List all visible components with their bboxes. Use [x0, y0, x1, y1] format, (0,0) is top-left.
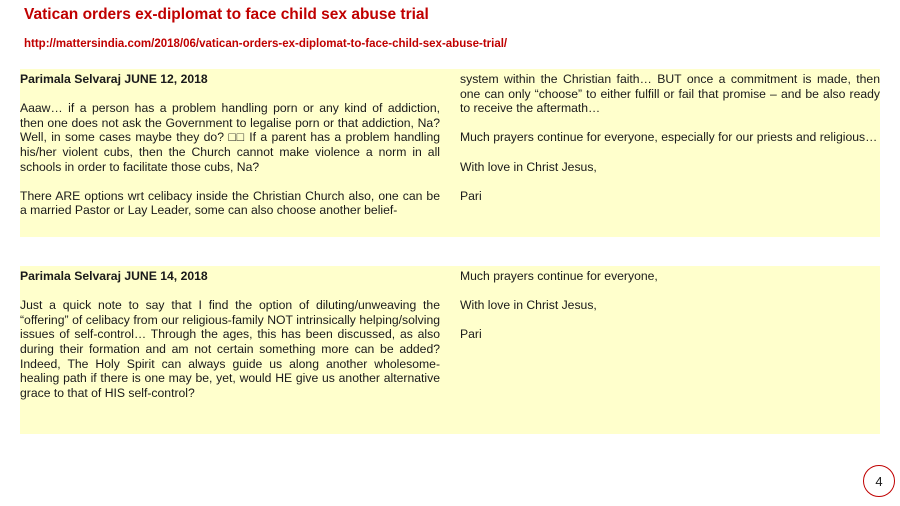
comment-1-left-column [20, 72, 440, 233]
comment-2-left-column [20, 269, 440, 415]
page-number-badge: 4 [863, 465, 895, 497]
slide-title: Vatican orders ex-diplomat to face child sex abuse trial [24, 6, 429, 23]
comment-signature: Pari [460, 188, 482, 203]
article-url[interactable]: http://mattersindia.com/2018/06/vatican-orders-ex-diplomat-to-face-child-sex-abuse-trial/ [24, 38, 508, 50]
comment-paragraph: Much prayers continue for everyone, [460, 269, 658, 283]
comment-signature: Pari [460, 327, 482, 342]
comment-paragraph: Much prayers continue for everyone, especially for our priests and religious… [460, 130, 878, 145]
comment-author-date: Parimala Selvaraj JUNE 14, 2018 [20, 269, 208, 283]
comment-paragraph: system within the Christian faith… BUT once a commitment is made, then one can only “choose” to either fulfill or fail that promise – and be also ready to receive the aftermath… [460, 72, 880, 116]
comment-paragraph: Aaaw… if a person has a problem handling porn or any kind of addiction, then one does not ask the Government to legalise porn or that addiction, Na? Well, in some cases maybe they do? □□ If a parent has a problem handling his/her violent cubs, then the Church cannot make violence a norm in all schools in order to facilitate those cubs, Na? [20, 101, 440, 174]
comment-paragraph: With love in Christ Jesus, [460, 298, 597, 313]
comment-2-right-column [460, 269, 880, 357]
comment-paragraph: Just a quick note to say that I find the option of diluting/unweaving the “offering” of celibacy from our religious-family NOT intrinsically helping/solving issues of self-control… Through the ages, this has been discussed, as also during their formation and am not certain something more can be added? Indeed, The Holy Spirit can always guide us along another wholesome-healing path if there is one may be, yet, would HE give us another alternative grace to that of HIS self-control? [20, 298, 440, 400]
comment-paragraph: There ARE options wrt celibacy inside the Christian Church also, one can be a married Pastor or Lay Leader, some can also choose another belief- [20, 188, 440, 218]
comment-box-1 [20, 69, 880, 237]
comment-box-2 [20, 266, 880, 434]
comment-author-date: Parimala Selvaraj JUNE 12, 2018 [20, 72, 208, 86]
comment-1-right-column [460, 72, 880, 218]
comment-paragraph: With love in Christ Jesus, [460, 159, 597, 174]
